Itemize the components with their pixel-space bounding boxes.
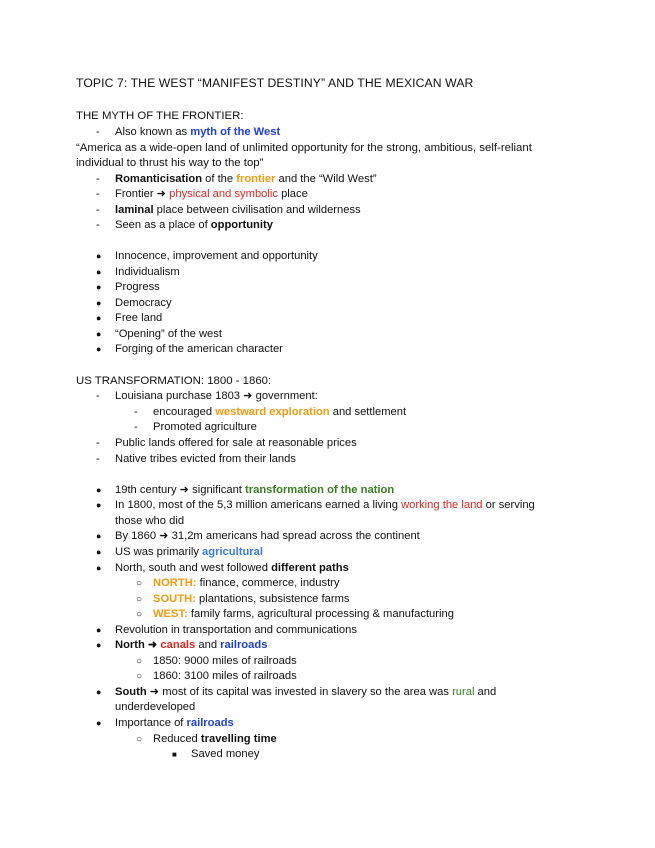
list-item: SOUTH: plantations, subsistence farms bbox=[153, 593, 350, 605]
list-item: Public lands offered for sale at reasonable prices bbox=[115, 437, 357, 449]
list-item: NORTH: finance, commerce, industry bbox=[153, 577, 340, 589]
list-item: Frontier ➜ physical and symbolic place bbox=[115, 188, 308, 200]
document-title: TOPIC 7: THE WEST “MANIFEST DESTINY” AND THE MEXICAN WAR bbox=[76, 76, 474, 90]
list-item: Progress bbox=[115, 281, 160, 293]
circle-marker: ○ bbox=[136, 734, 143, 745]
bullet-marker: ● bbox=[96, 329, 102, 339]
bullet-marker: ● bbox=[96, 625, 102, 635]
square-marker: ■ bbox=[172, 750, 177, 759]
circle-marker: ○ bbox=[136, 594, 143, 605]
circle-marker: ○ bbox=[136, 656, 143, 667]
list-item: Romanticisation of the frontier and the “Wild West” bbox=[115, 173, 377, 185]
list-item: laminal place between civilisation and wilderness bbox=[115, 204, 361, 216]
list-item: Democracy bbox=[115, 297, 172, 309]
list-item-continuation: underdeveloped bbox=[115, 701, 196, 713]
quote-line: individual to thrust his way to the top” bbox=[76, 157, 264, 169]
dash-marker: - bbox=[96, 453, 100, 465]
circle-marker: ○ bbox=[136, 609, 143, 620]
list-item: Also known as myth of the West bbox=[115, 126, 281, 138]
bullet-marker: ● bbox=[96, 282, 102, 292]
list-item: Louisiana purchase 1803 ➜ government: bbox=[115, 390, 318, 402]
circle-marker: ○ bbox=[136, 578, 143, 589]
bullet-marker: ● bbox=[96, 500, 102, 510]
list-item: Free land bbox=[115, 312, 163, 324]
bullet-marker: ● bbox=[96, 251, 102, 261]
dash-marker: - bbox=[134, 421, 138, 433]
circle-marker: ○ bbox=[136, 671, 143, 682]
list-item: 1850: 9000 miles of railroads bbox=[153, 655, 297, 667]
bullet-marker: ● bbox=[96, 687, 102, 697]
list-item: Native tribes evicted from their lands bbox=[115, 453, 296, 465]
list-item: WEST: family farms, agricultural processing & manufacturing bbox=[153, 608, 454, 620]
list-item: Saved money bbox=[191, 748, 260, 760]
list-item: Promoted agriculture bbox=[153, 421, 257, 433]
dash-marker: - bbox=[96, 126, 100, 138]
list-item: In 1800, most of the 5,3 million americans earned a living working the land or serving bbox=[115, 499, 535, 511]
list-item: “Opening” of the west bbox=[115, 328, 222, 340]
dash-marker: - bbox=[96, 204, 100, 216]
list-item: Reduced travelling time bbox=[153, 733, 277, 745]
bullet-marker: ● bbox=[96, 298, 102, 308]
list-item: By 1860 ➜ 31,2m americans had spread across the continent bbox=[115, 530, 420, 542]
bullet-marker: ● bbox=[96, 547, 102, 557]
dash-marker: - bbox=[96, 173, 100, 185]
dash-marker: - bbox=[134, 406, 138, 418]
dash-marker: - bbox=[96, 437, 100, 449]
section-heading-us: US TRANSFORMATION: 1800 - 1860: bbox=[76, 375, 272, 387]
list-item: Seen as a place of opportunity bbox=[115, 219, 273, 231]
list-item: Individualism bbox=[115, 266, 180, 278]
bullet-marker: ● bbox=[96, 344, 102, 354]
list-item: North ➜ canals and railroads bbox=[115, 639, 268, 651]
dash-marker: - bbox=[96, 219, 100, 231]
bullet-marker: ● bbox=[96, 313, 102, 323]
list-item: US was primarily agricultural bbox=[115, 546, 263, 558]
list-item: 19th century ➜ significant transformation of the nation bbox=[115, 484, 395, 496]
list-item-continuation: those who did bbox=[115, 515, 185, 527]
list-item: South ➜ most of its capital was invested in slavery so the area was rural and bbox=[115, 686, 497, 698]
list-item: Importance of railroads bbox=[115, 717, 234, 729]
dash-marker: - bbox=[96, 390, 100, 402]
bullet-marker: ● bbox=[96, 485, 102, 495]
bullet-marker: ● bbox=[96, 267, 102, 277]
quote-line: “America as a wide-open land of unlimited opportunity for the strong, ambitious, self-reliant bbox=[76, 142, 532, 154]
highlight-text: myth of the West bbox=[190, 126, 281, 138]
list-item: encouraged westward exploration and settlement bbox=[153, 406, 407, 418]
bullet-marker: ● bbox=[96, 718, 102, 728]
bullet-marker: ● bbox=[96, 531, 102, 541]
list-item: North, south and west followed different paths bbox=[115, 562, 349, 574]
list-item: Revolution in transportation and communications bbox=[115, 624, 357, 636]
bullet-marker: ● bbox=[96, 563, 102, 573]
list-item: 1860: 3100 miles of railroads bbox=[153, 670, 297, 682]
dash-marker: - bbox=[96, 188, 100, 200]
section-heading-myth: THE MYTH OF THE FRONTIER: bbox=[76, 110, 244, 122]
list-item: Innocence, improvement and opportunity bbox=[115, 250, 318, 262]
list-item: Forging of the american character bbox=[115, 343, 283, 355]
bullet-marker: ● bbox=[96, 640, 102, 650]
